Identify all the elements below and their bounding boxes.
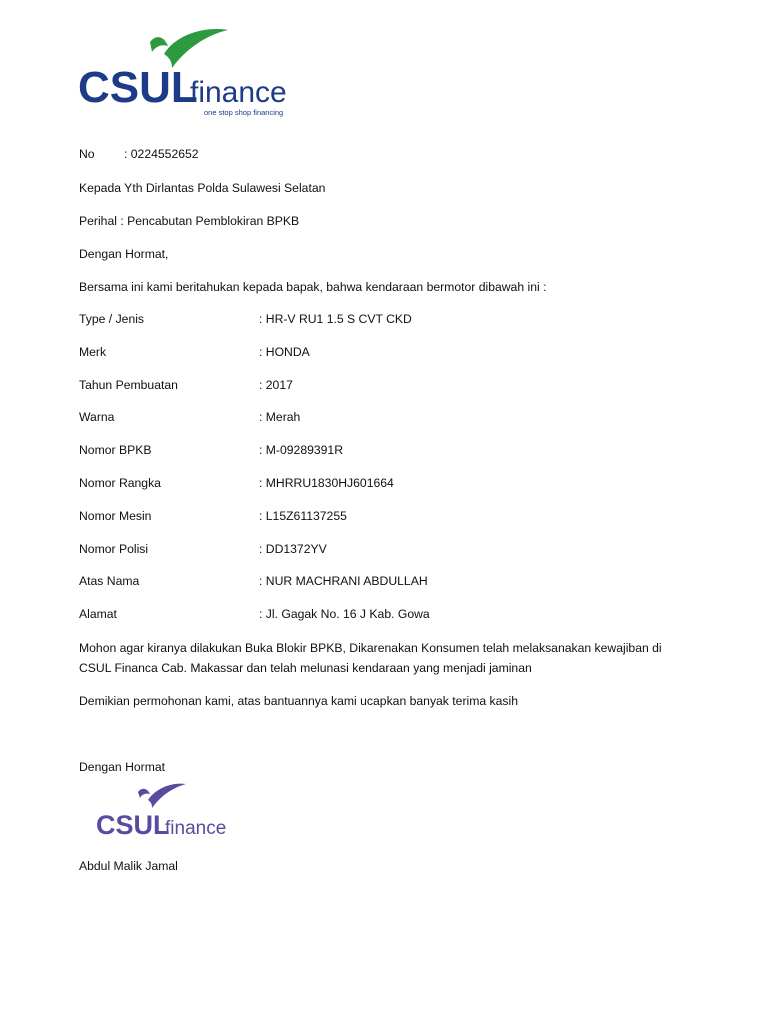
csul-finance-logo — [76, 24, 306, 120]
letter-number-value: : 0224552652 — [124, 147, 199, 161]
intro-line: Bersama ini kami beritahukan kepada bapak, bahwa kendaraan bermotor dibawah ini : — [79, 280, 547, 294]
vehicle-row-label: Atas Nama — [79, 574, 140, 588]
vehicle-row-value: : MHRRU1830HJ601664 — [259, 476, 394, 490]
letter-number-label: No — [79, 147, 95, 161]
logo-brand-sub: finance — [190, 76, 287, 109]
stamp-brand-sub: finance — [165, 818, 227, 839]
vehicle-row-label: Nomor BPKB — [79, 443, 152, 457]
subject-line: Perihal : Pencabutan Pemblokiran BPKB — [79, 214, 300, 228]
vehicle-row-label: Warna — [79, 410, 115, 424]
vehicle-row-value: : Jl. Gagak No. 16 J Kab. Gowa — [259, 607, 430, 621]
vehicle-row-label: Tahun Pembuatan — [79, 378, 178, 392]
vehicle-row-label: Alamat — [79, 607, 117, 621]
request-line-1: Mohon agar kiranya dilakukan Buka Blokir BPKB, Dikarenakan Konsumen telah melaksanakan kewajiban di — [79, 641, 662, 655]
vehicle-row-value: : L15Z61137255 — [259, 509, 347, 523]
vehicle-row-label: Nomor Mesin — [79, 509, 152, 523]
leaf-large-icon — [148, 784, 186, 808]
greeting-line: Dengan Hormat, — [79, 247, 169, 261]
signatory-name: Abdul Malik Jamal — [79, 859, 178, 873]
vehicle-row-value: : 2017 — [259, 378, 293, 392]
vehicle-row-value: : M-09289391R — [259, 443, 344, 457]
vehicle-row-label: Nomor Rangka — [79, 476, 161, 490]
vehicle-row-label: Merk — [79, 345, 107, 359]
recipient-line: Kepada Yth Dirlantas Polda Sulawesi Selatan — [79, 181, 326, 195]
vehicle-row-label: Nomor Polisi — [79, 542, 149, 556]
vehicle-row-value: : DD1372YV — [259, 542, 327, 556]
vehicle-row-value: : NUR MACHRANI ABDULLAH — [259, 574, 428, 588]
leaf-small-icon — [138, 789, 150, 798]
csul-finance-stamp-logo — [94, 780, 234, 844]
vehicle-row-label: Type / Jenis — [79, 312, 145, 326]
closing-line: Demikian permohonan kami, atas bantuannya kami ucapkan banyak terima kasih — [79, 694, 518, 708]
vehicle-row-value: : HONDA — [259, 345, 310, 359]
request-line-2: CSUL Financa Cab. Makassar dan telah melunasi kendaraan yang menjadi jaminan — [79, 661, 532, 675]
signoff-line: Dengan Hormat — [79, 760, 166, 774]
logo-tagline: one stop shop financing — [204, 108, 284, 117]
leaf-small-icon — [150, 37, 168, 52]
stamp-brand-main: CSUL — [96, 810, 170, 840]
vehicle-row-value: : Merah — [259, 410, 301, 424]
vehicle-row-value: : HR-V RU1 1.5 S CVT CKD — [259, 312, 412, 326]
logo-brand-main: CSUL — [78, 63, 198, 112]
